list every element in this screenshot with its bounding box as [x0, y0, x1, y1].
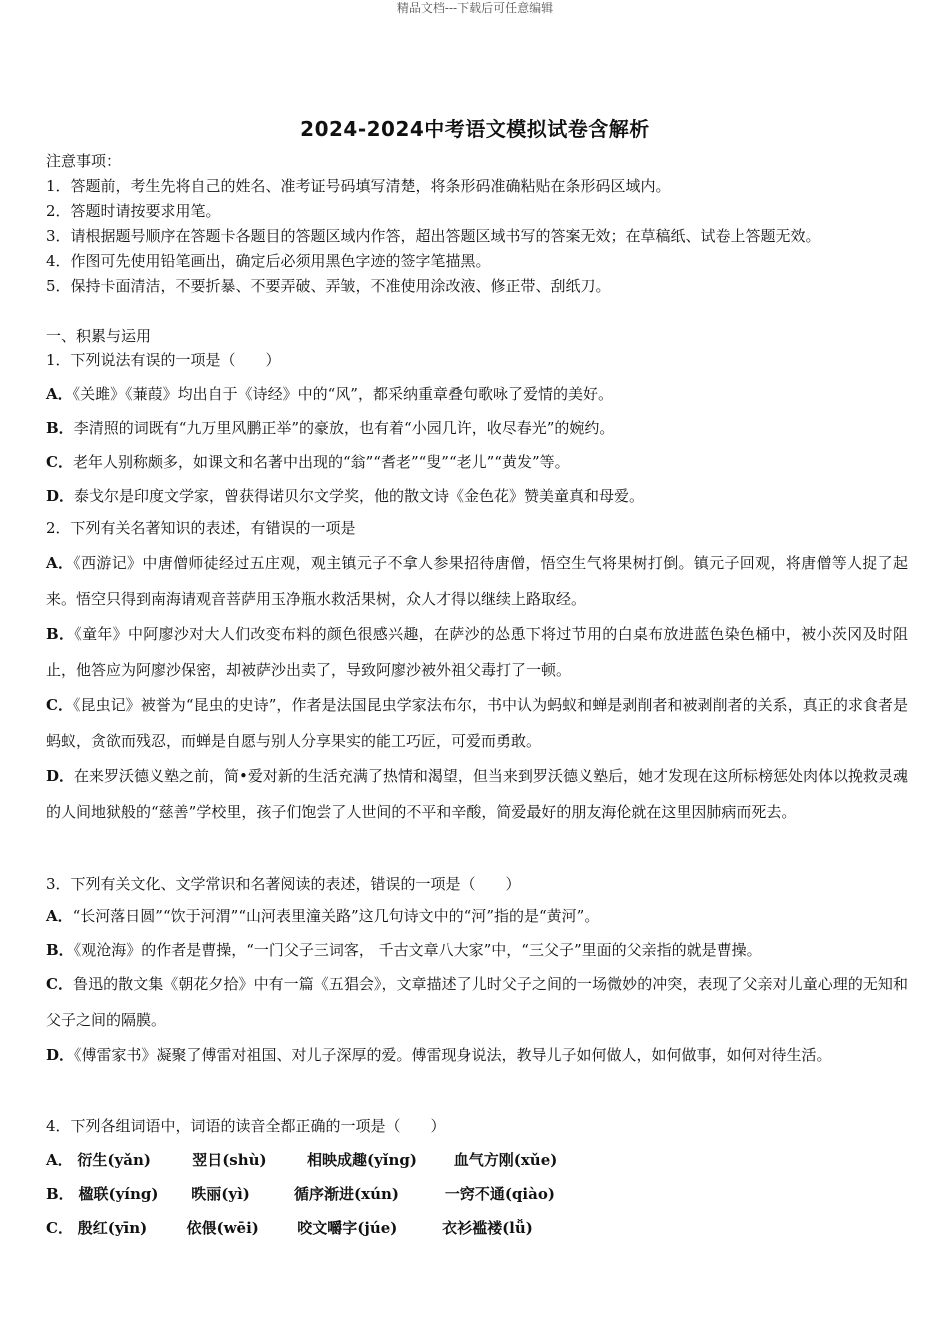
notice-item: 3．请根据题号顺序在答题卡各题目的答题区域内作答，超出答题区域书写的答案无效；在草稿纸、试卷上答题无效。	[46, 227, 821, 245]
option-b	[46, 617, 908, 688]
question-stem: 4．下列各组词语中，词语的读音全都正确的一项是（ ）	[46, 1117, 446, 1135]
notice-heading: 注意事项：	[46, 152, 122, 170]
notice-item: 5．保持卡面清洁，不要折暴、不要弄破、弄皱，不准使用涂改液、修正带、刮纸刀。	[46, 277, 611, 295]
word: 循序渐进(xún)	[294, 1185, 399, 1203]
question-1-options	[46, 377, 908, 513]
option-b	[46, 411, 908, 445]
option-label: D．	[46, 767, 75, 785]
option-d	[46, 759, 908, 830]
word: 衍生(yǎn)	[77, 1151, 151, 1169]
question-2	[46, 516, 908, 541]
option-label: A．	[46, 1151, 73, 1169]
option-text: 《观沧海》的作者是曹操，“一门父子三词客， 千古文章八大家”中，“三父子”里面的父亲指的就是曹操。	[73, 941, 762, 959]
option-a	[46, 1143, 908, 1177]
page-title: 2024-2024中考语文模拟试卷含解析	[300, 117, 650, 141]
option-text: 在来罗沃德义塾之前，简•爱对新的生活充满了热情和渴望，但当来到罗沃德义塾后，她才发现在这所标榜惩处肉体以挽救灵魂的人间地狱般的“慈善”学校里，孩子们饱尝了人世间的不平和辛酸，简爱最好的朋友海伦就在这里因肺病而死去。	[46, 767, 908, 821]
option-label: A．	[46, 554, 74, 572]
option-text: 《西游记》中唐僧师徒经过五庄观，观主镇元子不拿人参果招待唐僧，悟空生气将果树打倒。镇元子回观，将唐僧等人捉了起来。悟空只得到南海请观音菩萨用玉净瓶水救活果树，众人才得以继续上路取经。	[46, 554, 908, 608]
option-label: D．	[46, 487, 75, 505]
question-stem: 3．下列有关文化、文学常识和名著阅读的表述，错误的一项是（ ）	[46, 875, 521, 893]
notice-section	[46, 149, 908, 299]
section-heading: 一、积累与运用	[46, 327, 152, 345]
question-2-options	[46, 546, 908, 830]
word: 衣衫褴褛(lǚ)	[442, 1219, 533, 1237]
page-header: 精品文档---下载后可任意编辑	[396, 1, 554, 15]
option-text: “长河落日圆”“饮于河渭”“山河表里潼关路”这几句诗文中的“河”指的是“黄河”。	[72, 907, 600, 925]
question-1	[46, 348, 908, 373]
option-text: 鲁迅的散文集《朝花夕拾》中有一篇《五猖会》，文章描述了儿时父子之间的一场微妙的冲突，表现了父亲对儿童心理的无知和父子之间的隔膜。	[46, 975, 908, 1029]
option-label: C．	[46, 1219, 73, 1237]
notice-item: 1．答题前，考生先将自己的姓名、准考证号码填写清楚，将条形码准确粘贴在条形码区域内。	[46, 177, 671, 195]
question-4	[46, 1109, 908, 1143]
option-d	[46, 479, 908, 513]
option-c	[46, 688, 908, 759]
word: 楹联(yíng)	[78, 1185, 159, 1203]
option-label: B．	[46, 1185, 74, 1203]
question-3	[46, 867, 908, 901]
word: 一窍不通(qiào)	[444, 1185, 555, 1203]
option-label: B．	[46, 419, 74, 437]
option-label: C．	[46, 975, 74, 993]
option-label: A．	[46, 385, 73, 403]
word: 相映成趣(yǐng)	[306, 1151, 417, 1169]
option-label: D．	[46, 1046, 75, 1064]
option-text: 《关雎》《蒹葭》均出自于《诗经》中的“风”，都采纳重章叠句歌咏了爱情的美好。	[72, 385, 613, 403]
option-b	[46, 933, 908, 967]
notice-item: 4．作图可先使用铅笔画出，确定后必须用黑色字迹的签字笔描黑。	[46, 252, 491, 270]
word: 昳丽(yì)	[191, 1185, 250, 1203]
option-text: 老年人别称颇多，如课文和名著中出现的“翁”“耆老”“叟”“老儿”“黄发”等。	[72, 453, 570, 471]
word: 殷红(yīn)	[77, 1219, 148, 1237]
option-a	[46, 899, 908, 933]
option-b	[46, 1177, 908, 1211]
question-stem: 2．下列有关名著知识的表述，有错误的一项是	[46, 519, 356, 537]
option-text: 泰戈尔是印度文学家，曾获得诺贝尔文学奖，他的散文诗《金色花》赞美童真和母爱。	[74, 487, 645, 505]
question-4-options	[46, 1143, 908, 1245]
option-a	[46, 377, 908, 411]
option-text: 李清照的词既有“九万里风鹏正举”的豪放，也有着“小园几许，收尽春光”的婉约。	[73, 419, 615, 437]
option-label: C．	[46, 696, 74, 714]
word: 咬文嚼字(júe)	[297, 1219, 398, 1237]
option-text: 《昆虫记》被誉为“昆虫的史诗”，作者是法国昆虫学家法布尔，书中认为蚂蚁和蝉是剥削者和被剥削者的关系，真正的求食者是蚂蚁，贪欲而残忍，而蝉是自愿与别人分享果实的能工巧匠，可爱而勇敢。	[46, 696, 908, 750]
option-text: 《傅雷家书》凝聚了傅雷对祖国、对儿子深厚的爱。傅雷现身说法，教导儿子如何做人，如何做事，如何对待生活。	[74, 1046, 832, 1064]
question-3-options	[46, 899, 908, 1074]
option-c	[46, 445, 908, 479]
option-c	[46, 1211, 908, 1245]
word: 翌日(shù)	[192, 1151, 267, 1169]
option-label: B．	[46, 625, 75, 643]
option-label: A．	[46, 907, 73, 925]
word: 血气方刚(xǔe)	[453, 1151, 558, 1169]
option-text: 《童年》中阿廖沙对大人们改变布料的颜色很感兴趣，在萨沙的怂恿下将过节用的白桌布放进蓝色染色桶中，被小茨冈及时阻止，他答应为阿廖沙保密，却被萨沙出卖了，导致阿廖沙被外祖父毒打了一顿。	[46, 625, 908, 679]
option-a	[46, 546, 908, 617]
notice-item: 2．答题时请按要求用笔。	[46, 202, 221, 220]
option-label: B．	[46, 941, 74, 959]
word: 依偎(wēi)	[186, 1219, 259, 1237]
option-label: C．	[46, 453, 73, 471]
option-c	[46, 967, 908, 1038]
question-stem: 1．下列说法有误的一项是（ ）	[46, 351, 281, 369]
option-d	[46, 1038, 908, 1074]
